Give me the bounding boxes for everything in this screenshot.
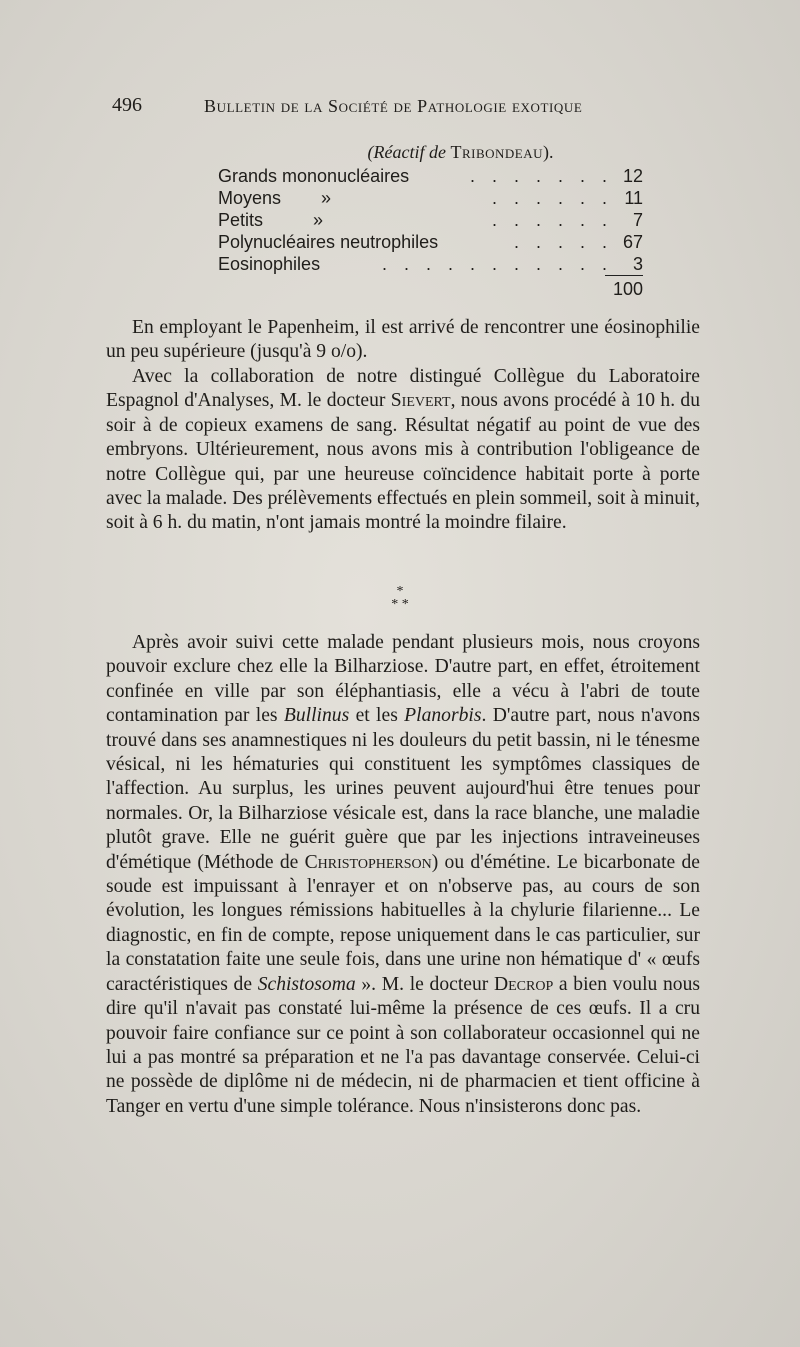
page-number: 496	[112, 94, 142, 116]
author-sievert: Sievert	[390, 390, 451, 412]
row-value: 3	[632, 254, 643, 274]
table-total: 100	[612, 279, 643, 299]
p3-text-a: Après avoir suivi cette malade pendant plusieurs mois, nous croyons pouvoir exclure chez elle la Bilharziose. D'autre part, en effet, étroitement confinée en ville par son éléphantiasis, elle a vécu à l'abri de toute contamination par les	[106, 632, 700, 727]
row-label: Moyens »	[218, 188, 332, 208]
author-christopherson: Christopherson	[304, 851, 432, 873]
row-dots: . . . . . .	[491, 188, 613, 208]
row-value: 11	[624, 188, 643, 208]
genus-bullinus: Bullinus	[283, 705, 350, 727]
p3-text-b: et les	[349, 705, 405, 727]
p2-text-b: , nous avons procédé à 10 h. du soir à de copieux examens de sang. Résultat négatif au point de vue des embryons. Ultérieurement, nous avons mis à contribution l'obligeance de notre Collègue qui, par une heureuse coïncidence habitait porte à porte avec la malade. Des prélèvements effectués en plein sommeil, soit à minuit, soit à 6 h. du matin, n'ont jamais montré la moindre filaire.	[106, 390, 700, 534]
caption-close: ).	[543, 142, 554, 162]
row-label: Grands mononucléaires	[218, 166, 410, 186]
table-row	[218, 165, 643, 187]
table-total-row	[218, 277, 643, 301]
running-title: Bulletin de la Société de Pathologie exotique	[204, 96, 583, 116]
p2-text-a: Avec la collaboration de notre distingué Collègue du Laboratoire Espagnol d'Analyses, M. le docteur	[106, 366, 700, 412]
genus-schistosoma: Schistosoma	[257, 973, 356, 995]
row-dots: . . . . . .	[491, 210, 613, 230]
table-row	[218, 187, 643, 209]
author-decrop: Decrop	[493, 973, 554, 995]
genus-planorbis: Planorbis	[404, 705, 482, 727]
table-caption	[278, 142, 643, 163]
p3-text-e: ». M. le docteur	[355, 973, 494, 995]
p3-text-f: a bien voulu nous dire qu'il n'avait pas constaté lui-même la présence de ces œufs. Il a cru pouvoir faire confiance sur ce point à son collaborateur occasionnel qui ne lui a pas montré sa préparation et ne l'a pas davantage conservée. Celui-ci ne possède de diplôme ni de médecin, ni de pharmacien et tient officine à Tanger en vertu d'une simple tolérance. Nous n'insisterons donc pas.	[106, 973, 701, 1117]
row-dots: . . . . .	[513, 232, 613, 252]
row-value: 67	[622, 232, 643, 252]
asterism-bottom: * *	[391, 597, 409, 612]
total-rule	[605, 275, 643, 276]
row-value: 7	[632, 210, 643, 230]
row-dots: . . . . . . .	[469, 166, 613, 186]
p3-text-c: . D'autre part, nous n'avons trouvé dans ses anamnestiques ni les douleurs du petit bassin, ni le ténesme vésical, ni les hématuries qui constituent les symptômes classiques de l'affection. Au surplus, les urines peuvent aujourd'hui être tenues pour normales. Or, la Bilharziose vésicale est, dans la race blanche, une maladie plutôt grave. Elle ne guérit guère que par les injections intraveineuses d'émétique (Méthode de	[106, 705, 700, 873]
asterism-top: *	[396, 584, 404, 599]
caption-reagent: (Réactif de	[367, 142, 446, 162]
paragraph-eosinophilia: En employant le Papenheim, il est arrivé de rencontrer une éosinophilie un peu supérieure (jusqu'à 9 o/o).	[106, 317, 700, 363]
paragraph-bilharziosis	[106, 631, 700, 1119]
p3-text-d: ) ou d'émétine. Le bicarbonate de soude est impuissant à l'enrayer et on n'observe pas, au cours de son évolution, les longues rémissions habituelles à la chylurie filarienne... Le diagnostic, en fin de compte, repose uniquement dans le cas particulier, sur la constatation faite une seule fois, dans une urine non hématique d' « œufs caractéristiques de	[106, 851, 700, 995]
row-value: 12	[622, 166, 643, 186]
leukocyte-formula-table	[218, 142, 643, 301]
page-header	[112, 94, 672, 120]
table-row	[218, 231, 643, 253]
paragraph-blood-exams	[106, 365, 700, 536]
table-row	[218, 209, 643, 231]
row-label: Petits »	[218, 210, 324, 230]
row-label: Eosinophiles	[218, 254, 321, 274]
row-dots: . . . . . . . . . . .	[381, 254, 613, 274]
row-label: Polynucléaires neutrophiles	[218, 232, 439, 252]
caption-author: Tribondeau	[450, 142, 544, 162]
table-row	[218, 253, 643, 275]
